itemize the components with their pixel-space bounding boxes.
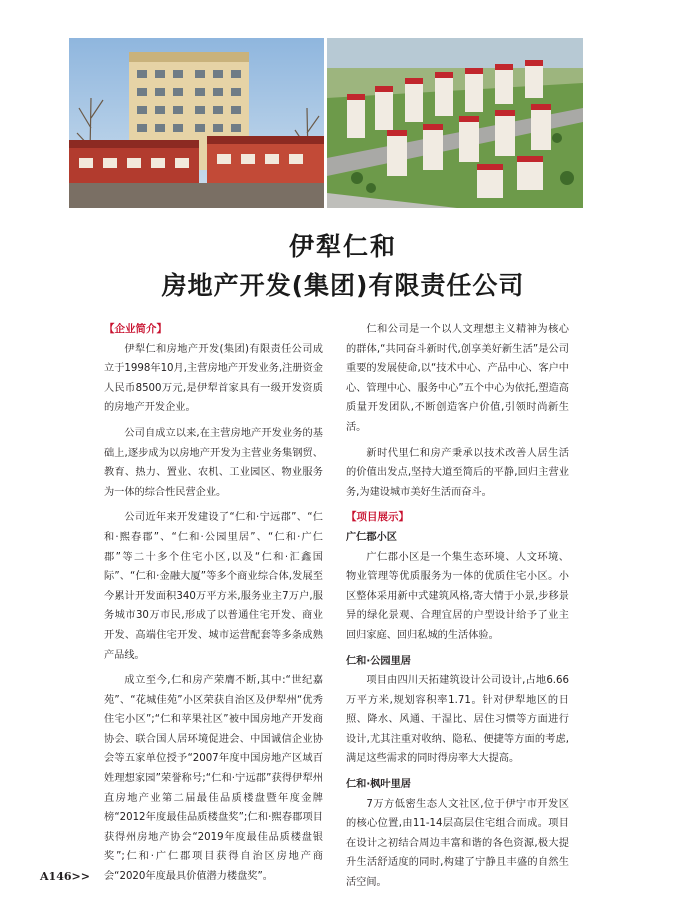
aerial-rendering-illustration bbox=[327, 38, 583, 208]
page-number: A146>> bbox=[40, 870, 90, 883]
paragraph: 仁和公司是一个以人文理想主义精神为核心的群体,“共同奋斗新时代,创享美好新生活”是公司重要的发展使命,以“技术中心、产品中心、客户中心、管理中心、服务中心”五个中心为依托,塑造高质量开发团队,不断创造客户价值,引领时尚新生活。 bbox=[346, 324, 569, 433]
left-column bbox=[104, 320, 323, 893]
paragraph: 成立至今,仁和房产荣膺不断,其中:“世纪嘉苑”、“花城佳苑”小区荣获自治区及伊犁州“优秀住宅小区”;“仁和苹果社区”被中国房地产开发商协会、联合国人居环境促进会、中国诚信企业协会等五家单位授予“2007年度中国房地产区域百姓理想家园”荣誉称号;“仁和·宁远郡”获得伊犁州直房地产业第二届最佳品质楼盘暨年度金牌榜“2012年度最佳品质楼盘奖”;仁和·熙春郡项目获得州房地产协会“2019年度最佳品质楼盘银奖”;仁和·广仁郡项目获得自治区房地产商会“2020年度最具价值潜力楼盘奖”。 bbox=[104, 675, 323, 883]
paragraph: 公司近年来开发建设了“仁和·宁远郡”、“仁和·熙春郡”、“仁和·公园里居”、“仁和·广仁郡”等二十多个住宅小区,以及“仁和·汇鑫国际”、“仁和·金融大厦”等多个商业综合体,发展至今累计开发面积340万平方米,服务业主7万户,服务城市30万市民,形成了以普通住宅开发、商业开发、高端住宅开发、城市运营配套等多条成熟产品线。 bbox=[104, 512, 323, 661]
right-column bbox=[346, 320, 569, 899]
paragraph: 新时代里仁和房产秉承以技术改善人居生活的价值出发点,坚持大道至简后的平静,回归主营业务,为建设城市美好生活而奋斗。 bbox=[346, 447, 569, 498]
project-name: 仁和·枫叶里居 bbox=[346, 779, 411, 791]
photo-residential-buildings bbox=[69, 38, 324, 208]
page-title-line2: 房地产开发(集团)有限责任公司 bbox=[161, 271, 525, 300]
project-description: 广仁郡小区是一个集生态环境、人文环境、物业管理等优质服务为一体的优质住宅小区。小区整体采用新中式建筑风格,寄大情于小景,步移景异的绿化景观、合理宜居的户型设计给予了业主回归家庭、回归私城的生活体验。 bbox=[346, 551, 569, 641]
project-name: 仁和·公园里居 bbox=[346, 655, 411, 667]
paragraph: 伊犁仁和房地产开发(集团)有限责任公司成立于1998年10月,主营房地产开发业务,注册资金人民币8500万元,是伊犁首家具有一级开发资质的房地产开发企业。 bbox=[104, 343, 323, 414]
paragraph: 公司自成立以来,在主营房地产开发业务的基础上,逐步成为以房地产开发为主营业务集钢贸、教育、热力、置业、农机、工业园区、物业服务为一体的综合性民营企业。 bbox=[104, 427, 323, 498]
building-photo-illustration bbox=[69, 38, 324, 208]
project-description: 项目由四川天拓建筑设计公司设计,占地6.66万平方米,规划容积率1.71。针对伊犁地区的日照、降水、风通、干湿比、居住习惯等方面进行设计,尤其注重对收纳、隐私、便捷等方面的考虑,满足这些需求的同时得房率大大提高。 bbox=[346, 675, 569, 765]
page-title-line1: 伊犁仁和 bbox=[288, 232, 397, 261]
section-heading-projects: 【项目展示】 bbox=[346, 511, 409, 524]
project-description: 7万方低密生态人文社区,位于伊宁市开发区的核心位置,由11-14层高层住宅组合而成。项目在设计之初结合周边丰富和谐的各色资源,极大提升生活舒适度的同时,构建了宁静且丰盛的自然生活空间。 bbox=[346, 798, 569, 889]
photo-aerial-rendering bbox=[327, 38, 583, 208]
project-name: 广仁郡小区 bbox=[346, 531, 397, 543]
section-heading-company-profile: 【企业简介】 bbox=[104, 323, 167, 335]
